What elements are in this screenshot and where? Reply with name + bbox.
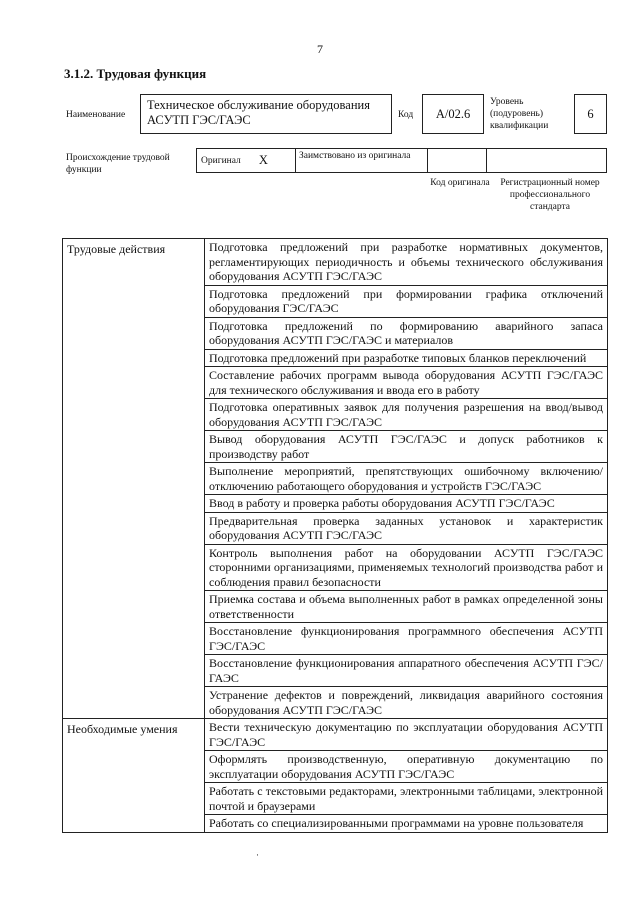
original-mark: X (258, 153, 268, 167)
item-cell: Подготовка предложений при формировании графика отключений оборудования ГЭС/ГАЭС (205, 285, 608, 317)
category-cell: Трудовые действия (63, 239, 205, 719)
item-cell: Работать с текстовыми редакторами, электронными таблицами, электронной почтой и браузерами (205, 783, 608, 815)
item-cell: Устранение дефектов и повреждений, ликвидация аварийного состояния оборудования АСУТП ГЭС/ГАЭС (205, 687, 608, 719)
item-cell: Предварительная проверка заданных установок и характеристик оборудования АСУТП ГЭС/ГАЭС (205, 512, 608, 544)
item-cell: Подготовка предложений при разработке типовых бланков переключений (205, 349, 608, 367)
origin-label: Происхождение трудовой функции (66, 153, 170, 175)
item-cell: Приемка состава и объема выполненных работ в рамках определенной зоны ответственности (205, 591, 608, 623)
function-code-field: А/02.6 (422, 94, 484, 134)
level-label: Уровень (подуровень) квалификации (490, 97, 549, 131)
item-cell: Вести техническую документацию по эксплуатации оборудования АСУТП ГЭС/ГАЭС (205, 719, 608, 751)
page-mark: · (256, 850, 259, 860)
section-heading: 3.1.2. Трудовая функция (64, 66, 207, 81)
function-details-table (62, 238, 608, 833)
item-cell: Подготовка оперативных заявок для получения разрешения на ввод/вывод оборудования АСУТП ГЭС/ГАЭС (205, 399, 608, 431)
item-cell: Вывод оборудования АСУТП ГЭС/ГАЭС и допуск работников к производству работ (205, 431, 608, 463)
table-row (63, 719, 608, 751)
item-cell: Контроль выполнения работ на оборудовании АСУТП ГЭС/ГАЭС сторонними организациями, применяемых технологий производства работ и соблюдения правил безопасности (205, 544, 608, 591)
table-row (63, 239, 608, 286)
origin-row (196, 148, 607, 173)
item-cell: Работать со специализированными программами на уровне пользователя (205, 815, 608, 833)
item-cell: Подготовка предложений при разработке нормативных документов, регламентирующих периодичность и объемы технического обслуживания оборудования АСУТП ГЭС/ГАЭС (205, 239, 608, 286)
original-label: Оригинал (201, 155, 241, 166)
qualification-level-field: 6 (574, 94, 607, 134)
item-cell: Составление рабочих программ вывода оборудования АСУТП ГЭС/ГАЭС для технического обслуживания и ввода его в работу (205, 367, 608, 399)
function-name-field: Техническое обслуживание оборудования АСУТП ГЭС/ГАЭС (140, 94, 392, 134)
code-label: Код (398, 110, 414, 120)
original-cell (196, 148, 296, 173)
code-original-cell (427, 148, 487, 173)
item-cell: Оформлять производственную, оперативную документацию по эксплуатации оборудования АСУТП ГЭС/ГАЭС (205, 751, 608, 783)
code-original-label: Код оригинала (430, 178, 490, 188)
name-label: Наименование (66, 110, 126, 120)
item-cell: Восстановление функционирования программного обеспечения АСУТП ГЭС/ГАЭС (205, 623, 608, 655)
page-number: 7 (317, 42, 323, 56)
item-cell: Выполнение мероприятий, препятствующих ошибочному включению/отключению работающего оборудования и устройств ГЭС/ГАЭС (205, 463, 608, 495)
borrowed-cell: Заимствовано из оригинала (295, 148, 428, 173)
reg-number-label: Регистрационный номер профессионального стандарта (500, 178, 600, 212)
reg-number-cell (486, 148, 607, 173)
item-cell: Ввод в работу и проверка работы оборудования АСУТП ГЭС/ГАЭС (205, 495, 608, 513)
item-cell: Подготовка предложений по формированию аварийного запаса оборудования АСУТП ГЭС/ГАЭС и материалов (205, 317, 608, 349)
category-cell: Необходимые умения (63, 719, 205, 833)
item-cell: Восстановление функционирования аппаратного обеспечения АСУТП ГЭС/ГАЭС (205, 655, 608, 687)
